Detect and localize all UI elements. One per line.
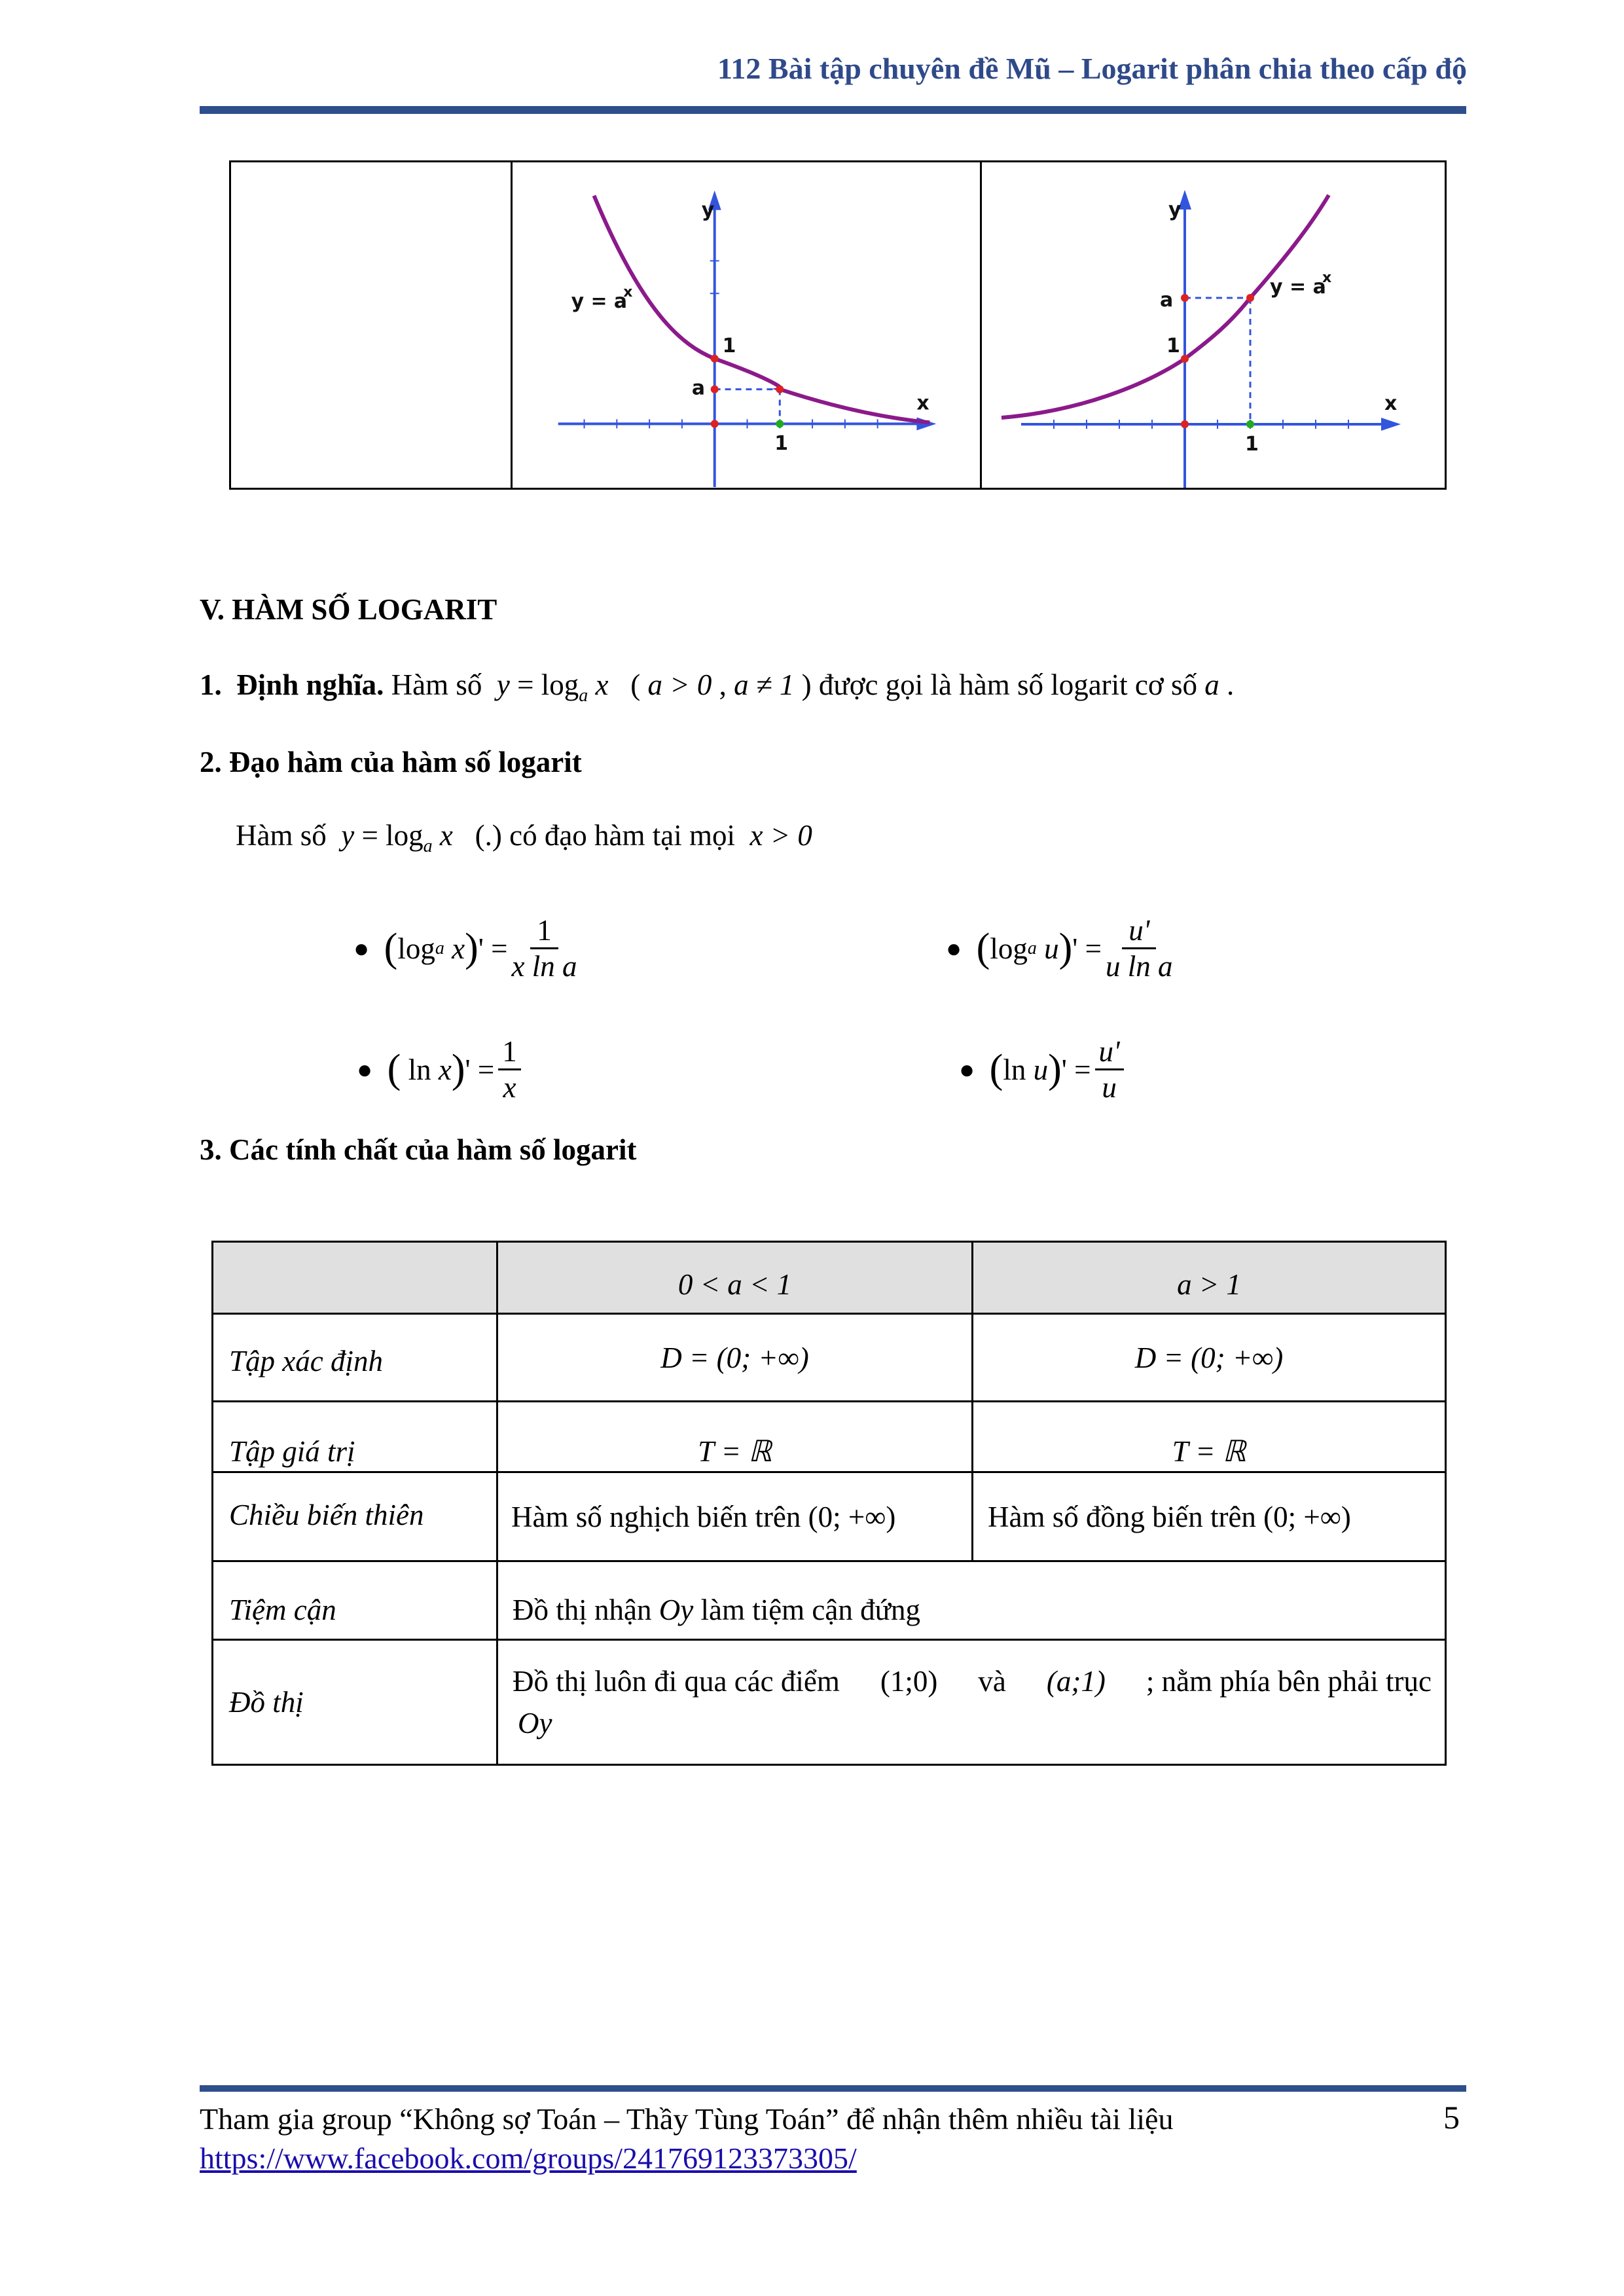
x-axis-label: x: [1384, 392, 1398, 415]
tick-a-y: a: [1160, 289, 1174, 312]
table-row-asymptote: [213, 1562, 1445, 1641]
row-label: Tiệm cận: [213, 1562, 498, 1639]
row-label: Chiều biến thiên: [213, 1473, 498, 1560]
table-row-monotonicity: [213, 1473, 1445, 1562]
condition-1: a > 0: [647, 668, 712, 701]
tick-1-x: 1: [774, 432, 789, 456]
page-number: 5: [1443, 2099, 1460, 2136]
x-axis-label: x: [916, 392, 929, 415]
footer-link[interactable]: https://www.facebook.com/groups/241769123373305/: [200, 2141, 857, 2175]
definition-label: Định nghĩa.: [236, 668, 384, 701]
curve-label: y = a: [571, 290, 628, 314]
increasing-exponential-graph: [982, 162, 1445, 488]
formula-ln-x: ● ( ln x ) ' = $\frac{1}{x}$: [357, 1034, 521, 1104]
properties-table: [211, 1241, 1447, 1766]
graph-value: Đồ thị luôn đi qua các điểm (1;0) và (a;1) ; nằm phía bên phải trục Oy: [513, 1665, 1432, 1740]
graph-increasing-cell: [982, 162, 1445, 488]
x-positive: x > 0: [749, 819, 812, 852]
decreasing-exponential-graph: [513, 162, 980, 488]
curve-label: y = a: [1270, 276, 1326, 299]
definition-text-2: được gọi là hàm số logarit cơ số: [818, 668, 1197, 701]
tick-1-y: 1: [1166, 335, 1180, 357]
table-row-range: [213, 1402, 1445, 1473]
point-1-0: [1246, 420, 1254, 428]
curve-label-exp: x: [1322, 270, 1332, 286]
row-label: Đồ thị: [213, 1641, 498, 1764]
origin: [711, 420, 719, 428]
definition-number: 1.: [200, 668, 222, 701]
point-0-1: [1181, 355, 1189, 363]
row-label: Tập giá trị: [213, 1402, 498, 1471]
tick-1-x: 1: [1245, 433, 1259, 456]
point-0-a: [711, 386, 719, 393]
formula-log-a-u: ● ( log a u ) ' = $\frac{u'}{\text{u ln a}}$: [946, 914, 1173, 983]
point-1-a: [776, 386, 784, 393]
point-0-1: [711, 355, 719, 363]
monotonicity-value-2: Hàm số đồng biến trên (0; +∞): [988, 1500, 1351, 1533]
asymptote-value: Đồ thị nhận Oy làm tiệm cận đứng: [513, 1594, 921, 1626]
tick-a-y: a: [691, 376, 706, 400]
monotonicity-value-1: Hàm số nghịch biến trên (0; +∞): [498, 1473, 973, 1560]
derivative-title: 2. Đạo hàm của hàm số logarit: [200, 746, 582, 778]
domain-value-1: D = (0; +∞): [498, 1315, 973, 1400]
footer-text: Tham gia group “Không sợ Toán – Thầy Tùng Toán” để nhận thêm nhiều tài liệu: [200, 2102, 1174, 2136]
x-axis-arrow: [1381, 418, 1401, 431]
domain-value-2: D = (0; +∞): [1134, 1341, 1284, 1374]
y-axis-label: y: [1168, 198, 1182, 221]
properties-title: 3. Các tính chất của hàm số logarit: [200, 1133, 637, 1166]
graph-decreasing-cell: [513, 162, 982, 488]
formula-log-a-x: ● ( log a x ) ' = $\frac{1}{\text{x ln a}}$: [353, 914, 577, 983]
section-title: V. HÀM SỐ LOGARIT: [200, 593, 497, 626]
tick-1-y: 1: [722, 334, 736, 357]
footer-rule: [200, 2085, 1466, 2092]
header-title: 112 Bài tập chuyên đề Mũ – Logarit phân chia theo cấp độ: [717, 52, 1467, 85]
table-header-row: [213, 1243, 1445, 1315]
definition-line: 1. Định nghĩa. Hàm số $y = \log_a x$ ( a > 0 , a ≠ 1 ) được gọi là hàm số logarit cơ số a .: [200, 668, 1235, 706]
range-value-2: T = ℝ: [1172, 1435, 1246, 1468]
table-row-domain: [213, 1315, 1445, 1402]
header-col-1: 0 < a < 1: [498, 1243, 973, 1313]
point-1-0: [776, 420, 784, 428]
header-rule: [200, 106, 1466, 114]
graph-table: [229, 160, 1447, 490]
curve-label-exp: x: [623, 284, 633, 301]
table-row-graph: [213, 1641, 1445, 1764]
y-axis-label: y: [701, 198, 715, 222]
formula-ln-u: ● ( ln u ) ' = $\frac{u'}{u}$: [959, 1034, 1124, 1104]
condition-2: a ≠ 1: [734, 668, 795, 701]
derivative-intro: Hàm số $y = \log_a x$ (.) có đạo hàm tại mọi x > 0: [236, 819, 812, 856]
row-label: Tập xác định: [213, 1315, 498, 1400]
definition-text-1: Hàm số: [391, 668, 482, 701]
point-1-a: [1246, 294, 1254, 302]
origin: [1181, 420, 1189, 428]
header-col-2: a > 1: [1177, 1267, 1241, 1301]
point-0-a: [1181, 294, 1189, 302]
graph-empty-cell: [231, 162, 513, 488]
range-value-1: T = ℝ: [498, 1402, 973, 1471]
